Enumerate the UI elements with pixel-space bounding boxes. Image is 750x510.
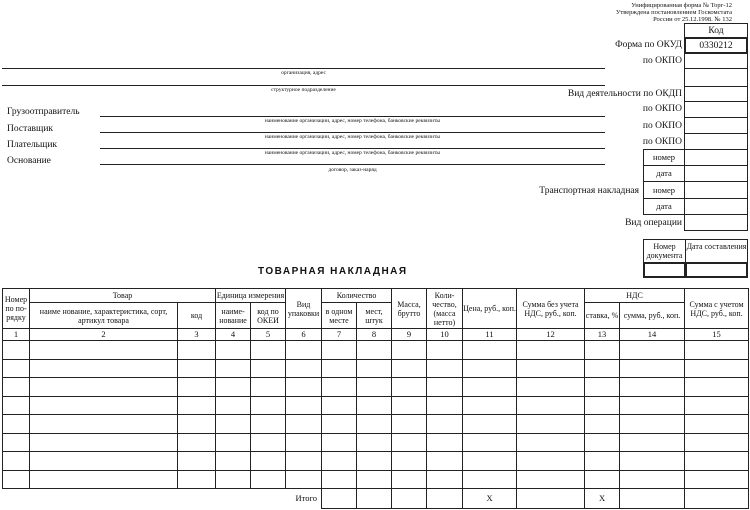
basis-caption: договор, заказ-наряд bbox=[328, 167, 377, 173]
table-cell[interactable] bbox=[322, 470, 357, 489]
table-cell[interactable] bbox=[251, 470, 286, 489]
basis-number-label: номер bbox=[643, 149, 685, 166]
table-cell[interactable] bbox=[3, 341, 30, 360]
total-row bbox=[3, 489, 749, 509]
basis-number-value[interactable] bbox=[684, 149, 748, 166]
table-cell[interactable] bbox=[251, 452, 286, 471]
table-cell[interactable] bbox=[427, 452, 463, 471]
operation-type-value[interactable] bbox=[684, 214, 748, 231]
table-cell[interactable] bbox=[178, 378, 216, 397]
col-header-goods-code: код bbox=[178, 303, 216, 329]
table-cell[interactable] bbox=[286, 433, 322, 452]
column-number: 5 bbox=[251, 329, 286, 341]
total-price-x: Х bbox=[463, 489, 517, 509]
table-cell[interactable] bbox=[620, 470, 685, 489]
col-header-pack: Вид упаковки bbox=[286, 289, 322, 329]
table-cell[interactable] bbox=[585, 433, 620, 452]
table-row bbox=[3, 396, 749, 415]
shipper-line[interactable] bbox=[100, 116, 605, 117]
table-cell[interactable] bbox=[392, 378, 427, 397]
table-cell[interactable] bbox=[3, 452, 30, 471]
operation-label: Вид операции bbox=[625, 218, 682, 228]
column-number: 4 bbox=[216, 329, 251, 341]
table-row bbox=[3, 415, 749, 434]
table-cell[interactable] bbox=[427, 396, 463, 415]
form-note-line3: России от 25.12.1998. № 132 bbox=[653, 16, 732, 23]
table-cell[interactable] bbox=[322, 341, 357, 360]
table-cell[interactable] bbox=[357, 470, 392, 489]
table-cell[interactable] bbox=[427, 359, 463, 378]
table-cell[interactable] bbox=[517, 341, 585, 360]
table-cell[interactable] bbox=[322, 452, 357, 471]
table-cell[interactable] bbox=[322, 415, 357, 434]
table-cell[interactable] bbox=[685, 396, 749, 415]
transport-label: Транспортная накладная bbox=[539, 186, 639, 196]
table-cell[interactable] bbox=[357, 359, 392, 378]
column-number: 12 bbox=[517, 329, 585, 341]
division-caption: структурное подразделение bbox=[271, 87, 336, 93]
col-header-net: Коли-чество, (масса нетто) bbox=[427, 289, 463, 329]
column-number: 9 bbox=[392, 329, 427, 341]
doc-date-value[interactable] bbox=[685, 262, 748, 278]
shipper-label: Грузоотправитель bbox=[7, 107, 80, 117]
table-cell[interactable] bbox=[357, 433, 392, 452]
table-cell[interactable] bbox=[517, 415, 585, 434]
column-number: 1 bbox=[3, 329, 30, 341]
supplier-label: Поставщик bbox=[7, 124, 54, 134]
division-line[interactable] bbox=[2, 85, 605, 86]
table-cell[interactable] bbox=[620, 378, 685, 397]
column-number: 11 bbox=[463, 329, 517, 341]
table-cell[interactable] bbox=[357, 452, 392, 471]
table-cell[interactable] bbox=[392, 341, 427, 360]
table-cell[interactable] bbox=[3, 415, 30, 434]
table-cell[interactable] bbox=[286, 378, 322, 397]
payer-label: Плательщик bbox=[7, 140, 58, 150]
table-cell[interactable] bbox=[251, 396, 286, 415]
okpo-supplier-label: по ОКПО bbox=[642, 121, 682, 131]
table-cell[interactable] bbox=[427, 378, 463, 397]
payer-line[interactable] bbox=[100, 148, 605, 149]
table-row bbox=[3, 470, 749, 489]
table-cell[interactable] bbox=[463, 341, 517, 360]
table-cell[interactable] bbox=[585, 470, 620, 489]
column-number: 8 bbox=[357, 329, 392, 341]
table-cell[interactable] bbox=[216, 359, 251, 378]
table-cell[interactable] bbox=[620, 433, 685, 452]
total-cell[interactable] bbox=[392, 489, 427, 509]
col-header-num: Номер по по-рядку bbox=[3, 289, 30, 329]
col-header-qty-places: мест, штук bbox=[357, 303, 392, 329]
table-cell[interactable] bbox=[216, 378, 251, 397]
table-cell[interactable] bbox=[392, 415, 427, 434]
table-cell[interactable] bbox=[463, 452, 517, 471]
okpo-division-value[interactable] bbox=[684, 68, 748, 87]
total-cell[interactable] bbox=[322, 489, 357, 509]
table-cell[interactable] bbox=[517, 452, 585, 471]
table-cell[interactable] bbox=[178, 396, 216, 415]
doc-number-header: Номер документа bbox=[643, 239, 686, 263]
table-cell[interactable] bbox=[392, 470, 427, 489]
okpo-supplier-value[interactable] bbox=[684, 117, 748, 134]
table-cell[interactable] bbox=[463, 433, 517, 452]
column-number: 15 bbox=[685, 329, 749, 341]
total-cell[interactable] bbox=[620, 489, 685, 509]
table-cell[interactable] bbox=[216, 341, 251, 360]
col-header-unit: Единица измерения bbox=[216, 289, 286, 303]
supplier-line[interactable] bbox=[100, 132, 605, 133]
okpo-payer-label: по ОКПО bbox=[642, 137, 682, 147]
table-cell[interactable] bbox=[216, 452, 251, 471]
okpo-shipper-label: по ОКПО bbox=[642, 104, 682, 114]
table-cell[interactable] bbox=[178, 470, 216, 489]
table-cell[interactable] bbox=[30, 378, 178, 397]
table-row bbox=[3, 452, 749, 471]
table-cell[interactable] bbox=[30, 470, 178, 489]
okpo-org-value[interactable] bbox=[684, 53, 748, 69]
col-header-sum-no-vat: Сумма без учета НДС, руб., коп. bbox=[517, 289, 585, 329]
transport-number-value[interactable] bbox=[684, 181, 748, 199]
table-cell[interactable] bbox=[517, 433, 585, 452]
col-header-qty-one: в одном месте bbox=[322, 303, 357, 329]
col-header-sum-vat: Сумма с учетом НДС, руб., коп. bbox=[685, 289, 749, 329]
table-cell[interactable] bbox=[30, 415, 178, 434]
transport-date-value[interactable] bbox=[684, 198, 748, 215]
table-cell[interactable] bbox=[517, 378, 585, 397]
table-cell[interactable] bbox=[322, 396, 357, 415]
basis-line[interactable] bbox=[100, 164, 605, 165]
table-cell[interactable] bbox=[286, 359, 322, 378]
table-cell[interactable] bbox=[392, 359, 427, 378]
table-cell[interactable] bbox=[30, 359, 178, 378]
table-cell[interactable] bbox=[3, 378, 30, 397]
table-cell[interactable] bbox=[357, 396, 392, 415]
okpo-shipper-value[interactable] bbox=[684, 101, 748, 118]
transport-number-label: номер bbox=[643, 181, 685, 199]
table-cell[interactable] bbox=[685, 452, 749, 471]
table-cell[interactable] bbox=[251, 378, 286, 397]
table-cell[interactable] bbox=[463, 470, 517, 489]
okud-label: Форма по ОКУД bbox=[615, 40, 682, 50]
table-cell[interactable] bbox=[286, 470, 322, 489]
form-note-line1: Унифицированная форма № Торг-12 bbox=[631, 2, 732, 9]
table-cell[interactable] bbox=[216, 415, 251, 434]
table-cell[interactable] bbox=[427, 415, 463, 434]
transport-date-label: дата bbox=[643, 198, 685, 215]
table-cell[interactable] bbox=[178, 341, 216, 360]
col-header-vat: НДС bbox=[585, 289, 685, 303]
table-cell[interactable] bbox=[216, 433, 251, 452]
col-header-price: Цена, руб., коп. bbox=[463, 289, 517, 329]
table-cell[interactable] bbox=[3, 396, 30, 415]
total-cell[interactable] bbox=[427, 489, 463, 509]
okpo-payer-value[interactable] bbox=[684, 133, 748, 150]
col-header-unit-okei: код по ОКЕИ bbox=[251, 303, 286, 329]
column-number: 3 bbox=[178, 329, 216, 341]
table-row bbox=[3, 359, 749, 378]
col-header-gross: Масса, брутто bbox=[392, 289, 427, 329]
goods-table bbox=[2, 288, 749, 509]
table-cell[interactable] bbox=[427, 470, 463, 489]
table-cell[interactable] bbox=[685, 470, 749, 489]
code-title: Код bbox=[684, 23, 748, 38]
table-cell[interactable] bbox=[392, 452, 427, 471]
form-note-line2: Утверждена постановлением Госкомстата bbox=[615, 9, 732, 16]
table-cell[interactable] bbox=[427, 433, 463, 452]
table-cell[interactable] bbox=[392, 433, 427, 452]
table-cell[interactable] bbox=[251, 415, 286, 434]
total-cell[interactable] bbox=[357, 489, 392, 509]
col-header-qty: Количество bbox=[322, 289, 392, 303]
table-cell[interactable] bbox=[685, 341, 749, 360]
table-cell[interactable] bbox=[620, 359, 685, 378]
payer-caption: наименование организации, адрес, номер телефона, банковские реквизиты bbox=[264, 150, 441, 156]
supplier-caption: наименование организации, адрес, номер телефона, банковские реквизиты bbox=[264, 134, 441, 140]
table-cell[interactable] bbox=[251, 359, 286, 378]
table-cell[interactable] bbox=[585, 341, 620, 360]
total-cell[interactable] bbox=[685, 489, 749, 509]
table-cell[interactable] bbox=[3, 470, 30, 489]
shipper-caption: наименование организации, адрес, номер телефона, банковские реквизиты bbox=[264, 118, 441, 124]
okpo-org-label: по ОКПО bbox=[642, 56, 682, 66]
table-row bbox=[3, 341, 749, 360]
column-number-row bbox=[3, 329, 749, 341]
table-cell[interactable] bbox=[620, 415, 685, 434]
table-cell[interactable] bbox=[463, 396, 517, 415]
table-cell[interactable] bbox=[585, 452, 620, 471]
table-cell[interactable] bbox=[357, 341, 392, 360]
table-cell[interactable] bbox=[392, 396, 427, 415]
table-row bbox=[3, 433, 749, 452]
table-cell[interactable] bbox=[216, 470, 251, 489]
table-cell[interactable] bbox=[585, 378, 620, 397]
doc-number-value[interactable] bbox=[643, 262, 686, 278]
table-cell[interactable] bbox=[427, 341, 463, 360]
okdp-value[interactable] bbox=[684, 86, 748, 102]
col-header-unit-name: наиме-нование bbox=[216, 303, 251, 329]
table-cell[interactable] bbox=[3, 359, 30, 378]
table-cell[interactable] bbox=[322, 378, 357, 397]
table-cell[interactable] bbox=[286, 415, 322, 434]
column-number: 14 bbox=[620, 329, 685, 341]
table-cell[interactable] bbox=[620, 396, 685, 415]
table-cell[interactable] bbox=[685, 378, 749, 397]
table-cell[interactable] bbox=[463, 378, 517, 397]
form-header-note bbox=[616, 2, 732, 23]
basis-date-label: дата bbox=[643, 165, 685, 182]
col-header-goods-name: наиме нование, характеристика, сорт, артикул товара bbox=[30, 303, 178, 329]
table-cell[interactable] bbox=[286, 396, 322, 415]
okdp-label: Вид деятельности по ОКДП bbox=[567, 89, 682, 99]
table-cell[interactable] bbox=[620, 341, 685, 360]
total-label: Итого bbox=[295, 493, 318, 504]
column-number: 2 bbox=[30, 329, 178, 341]
table-cell[interactable] bbox=[178, 433, 216, 452]
table-cell[interactable] bbox=[178, 359, 216, 378]
table-cell[interactable] bbox=[251, 433, 286, 452]
column-number: 10 bbox=[427, 329, 463, 341]
table-cell[interactable] bbox=[585, 396, 620, 415]
table-cell[interactable] bbox=[251, 341, 286, 360]
table-cell[interactable] bbox=[286, 341, 322, 360]
document-title: ТОВАРНАЯ НАКЛАДНАЯ bbox=[258, 266, 408, 277]
table-cell[interactable] bbox=[517, 359, 585, 378]
table-cell[interactable] bbox=[178, 452, 216, 471]
table-cell[interactable] bbox=[322, 359, 357, 378]
col-header-vat-rate: ставка, % bbox=[585, 303, 620, 329]
table-cell[interactable] bbox=[585, 415, 620, 434]
table-cell[interactable] bbox=[463, 415, 517, 434]
column-number: 6 bbox=[286, 329, 322, 341]
doc-date-header: Дата составления bbox=[685, 239, 748, 263]
table-cell[interactable] bbox=[178, 415, 216, 434]
table-cell[interactable] bbox=[322, 433, 357, 452]
table-cell[interactable] bbox=[30, 452, 178, 471]
table-cell[interactable] bbox=[357, 415, 392, 434]
col-header-vat-sum: сумма, руб., коп. bbox=[620, 303, 685, 329]
table-cell[interactable] bbox=[216, 396, 251, 415]
basis-label: Основание bbox=[7, 156, 51, 166]
table-cell[interactable] bbox=[30, 341, 178, 360]
total-cell[interactable] bbox=[517, 489, 585, 509]
table-cell[interactable] bbox=[463, 359, 517, 378]
table-cell[interactable] bbox=[517, 396, 585, 415]
col-header-goods: Товар bbox=[30, 289, 216, 303]
table-cell[interactable] bbox=[585, 359, 620, 378]
total-vat-rate-x: Х bbox=[585, 489, 620, 509]
table-cell[interactable] bbox=[30, 433, 178, 452]
table-cell[interactable] bbox=[685, 433, 749, 452]
basis-date-value[interactable] bbox=[684, 165, 748, 182]
organization-line[interactable] bbox=[2, 68, 605, 69]
table-cell[interactable] bbox=[30, 396, 178, 415]
table-cell[interactable] bbox=[620, 452, 685, 471]
column-number: 13 bbox=[585, 329, 620, 341]
column-number: 7 bbox=[322, 329, 357, 341]
organization-caption: организация, адрес bbox=[281, 70, 326, 76]
table-cell[interactable] bbox=[357, 378, 392, 397]
okud-value[interactable]: 0330212 bbox=[684, 37, 748, 54]
table-cell[interactable] bbox=[685, 415, 749, 434]
table-cell[interactable] bbox=[517, 470, 585, 489]
table-cell[interactable] bbox=[685, 359, 749, 378]
table-cell[interactable] bbox=[3, 433, 30, 452]
table-row bbox=[3, 378, 749, 397]
table-cell[interactable] bbox=[286, 452, 322, 471]
